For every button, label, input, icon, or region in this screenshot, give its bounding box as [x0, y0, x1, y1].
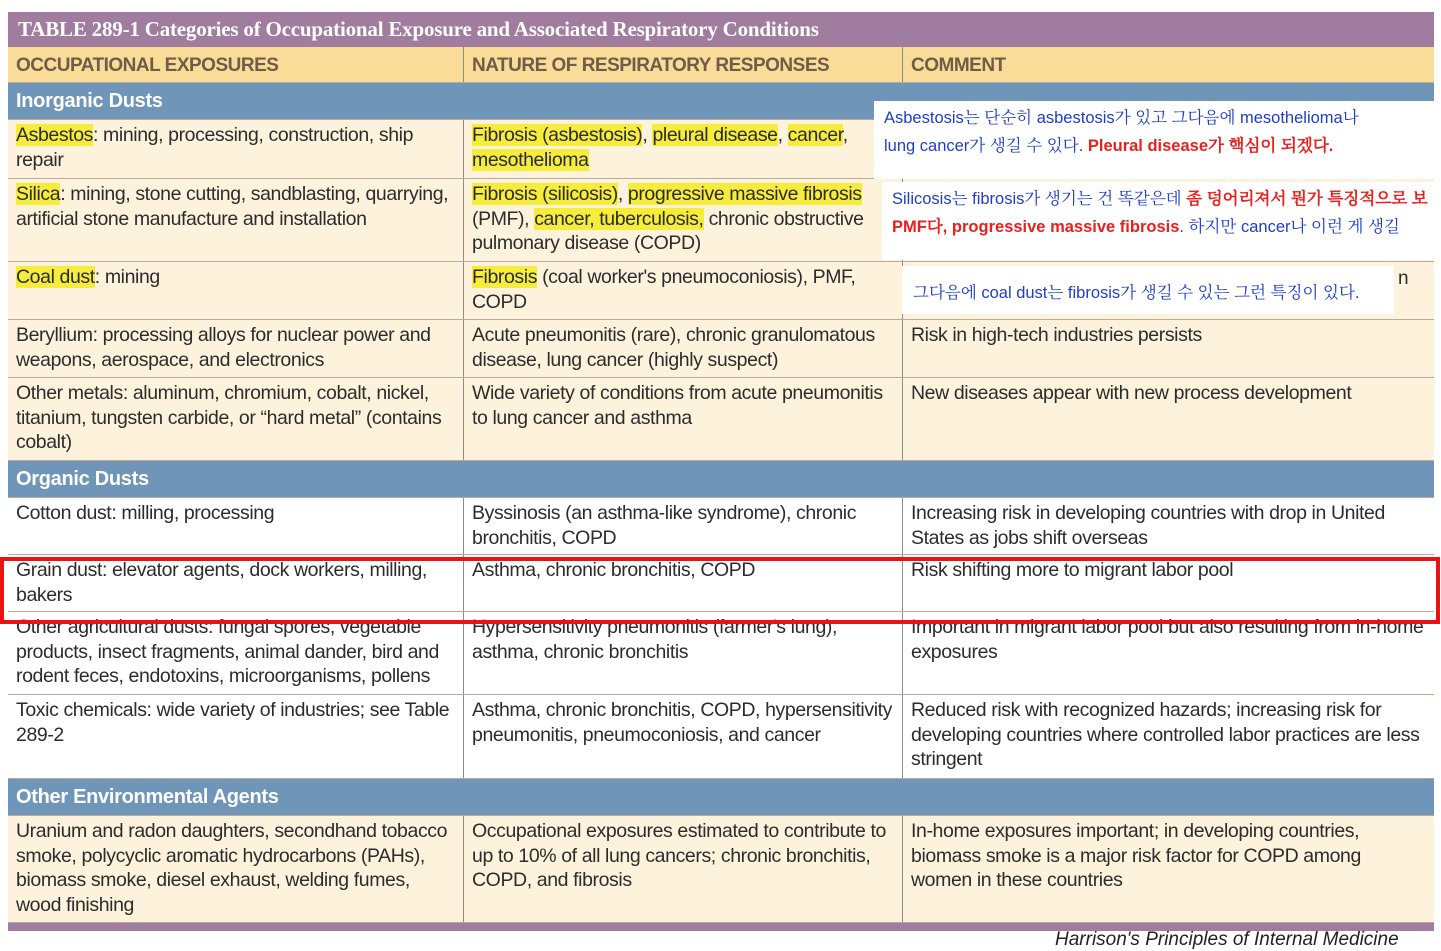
cell-response: Fibrosis (silicosis), progressive massive fibrosis (PMF), cancer, tuberculosis, chronic obstructive pulmonary disease (COPD) — [464, 179, 903, 261]
cell-response: Byssinosis (an asthma-like syndrome), chronic bronchitis, COPD — [464, 498, 903, 554]
cell-comment: Important in migrant labor pool but also resulting from in-home exposures — [911, 616, 1424, 663]
cell-exposure: Asbestos: mining, processing, construction, ship repair — [8, 120, 464, 178]
highlight: Asbestos — [16, 124, 94, 146]
table-row-toxic — [8, 695, 1434, 779]
annotation-highlight-box — [0, 557, 1440, 624]
cell-comment: Risk in high-tech industries persists — [911, 324, 1202, 346]
cell-exposure: Silica: mining, stone cutting, sandblasting, quarrying, artificial stone manufacture and installation — [8, 179, 464, 261]
coal-comment-fragment: n — [1398, 268, 1409, 289]
cell-response: Fibrosis (coal worker's pneumoconiosis), PMF, COPD — [464, 262, 903, 319]
source-citation: Harrison's Principles of Internal Medicine — [1055, 929, 1399, 950]
section-organic-dusts: Organic Dusts — [8, 461, 1434, 498]
cell-response: Asthma, chronic bronchitis, COPD, hypersensitivity pneumonitis, pneumoconiosis, and cancer — [464, 695, 903, 778]
cell-comment: In-home exposures important; in developing countries, biomass smoke is a major risk factor for COPD among women in these countries — [911, 820, 1361, 891]
note-line: lung cancer가 생길 수 있다. Pleural disease가 핵심이 되겠다. — [884, 137, 1334, 155]
cell-comment: New diseases appear with new process development — [911, 382, 1352, 404]
cell-exposure: Coal dust: mining — [8, 262, 464, 319]
cell-response: Occupational exposures estimated to contribute to up to 10% of all lung cancers; chronic bronchitis, COPD, and fibrosis — [464, 816, 903, 922]
note-line: Silicosis는 fibrosis가 생기는 건 똑같은데 좀 덩어리져서 뭔가 특징적으로 보 — [892, 190, 1428, 208]
cell-comment: Increasing risk in developing countries with drop in United States as jobs shift overseas — [911, 502, 1385, 549]
note-silica — [882, 182, 1441, 260]
table-row-other-metals — [8, 378, 1434, 461]
cell-exposure: Toxic chemicals: wide variety of industries; see Table 289-2 — [8, 695, 464, 778]
table-row-uranium — [8, 816, 1434, 923]
header-respiratory-responses: NATURE OF RESPIRATORY RESPONSES — [464, 47, 903, 82]
note-line: Asbestosis는 단순히 asbestosis가 있고 그다음에 mesothelioma나 — [884, 109, 1359, 127]
cell-comment: Reduced risk with recognized hazards; increasing risk for developing countries where controlled labor practices are less stringent — [911, 699, 1420, 770]
table-title: TABLE 289-1 Categories of Occupational Exposure and Associated Respiratory Conditions — [8, 12, 1434, 47]
cell-exposure: Grain dust: elevator agents, dock workers, milling, bakers — [8, 555, 464, 611]
note-line: PMF다, progressive massive fibrosis. 하지만 cancer나 이런 게 생길 — [892, 218, 1400, 236]
header-occupational-exposures: OCCUPATIONAL EXPOSURES — [8, 47, 464, 82]
cell-exposure: Other metals: aluminum, chromium, cobalt, nickel, titanium, tungsten carbide, or “hard metal” (contains cobalt) — [8, 378, 464, 460]
table-row-beryllium — [8, 320, 1434, 378]
section-inorganic-dusts: Inorganic Dusts — [8, 83, 1434, 120]
cell-comment: Risk shifting more to migrant labor pool — [911, 559, 1234, 581]
cell-response: Acute pneumonitis (rare), chronic granulomatous disease, lung cancer (highly suspect) — [464, 320, 903, 377]
cell-response: Hypersensitivity pneumonitis (farmer's lung), asthma, chronic bronchitis — [464, 612, 903, 694]
cell-exposure: Cotton dust: milling, processing — [8, 498, 464, 554]
header-row — [8, 47, 1434, 83]
section-other-environmental: Other Environmental Agents — [8, 779, 1434, 816]
table-row-agricultural — [8, 612, 1434, 695]
table-row-cotton — [8, 498, 1434, 555]
cell-response: Wide variety of conditions from acute pneumonitis to lung cancer and asthma — [464, 378, 903, 460]
cell-exposure: Other agricultural dusts: fungal spores, vegetable products, insect fragments, animal dander, bird and rodent feces, endotoxins, microorganisms, pollens — [8, 612, 464, 694]
note-coal: 그다음에 coal dust는 fibrosis가 생길 수 있는 그런 특징이 있다. — [902, 266, 1394, 314]
cell-response: Fibrosis (asbestosis), pleural disease, cancer, mesothelioma — [464, 120, 903, 178]
note-asbestos — [874, 101, 1434, 179]
cell-response: Asthma, chronic bronchitis, COPD — [464, 555, 903, 611]
header-comment: COMMENT — [911, 55, 1006, 76]
cell-exposure: Beryllium: processing alloys for nuclear power and weapons, aerospace, and electronics — [8, 320, 464, 377]
cell-exposure: Uranium and radon daughters, secondhand tobacco smoke, polycyclic aromatic hydrocarbons (PAHs), biomass smoke, diesel exhaust, welding fumes, wood finishing — [8, 816, 464, 922]
